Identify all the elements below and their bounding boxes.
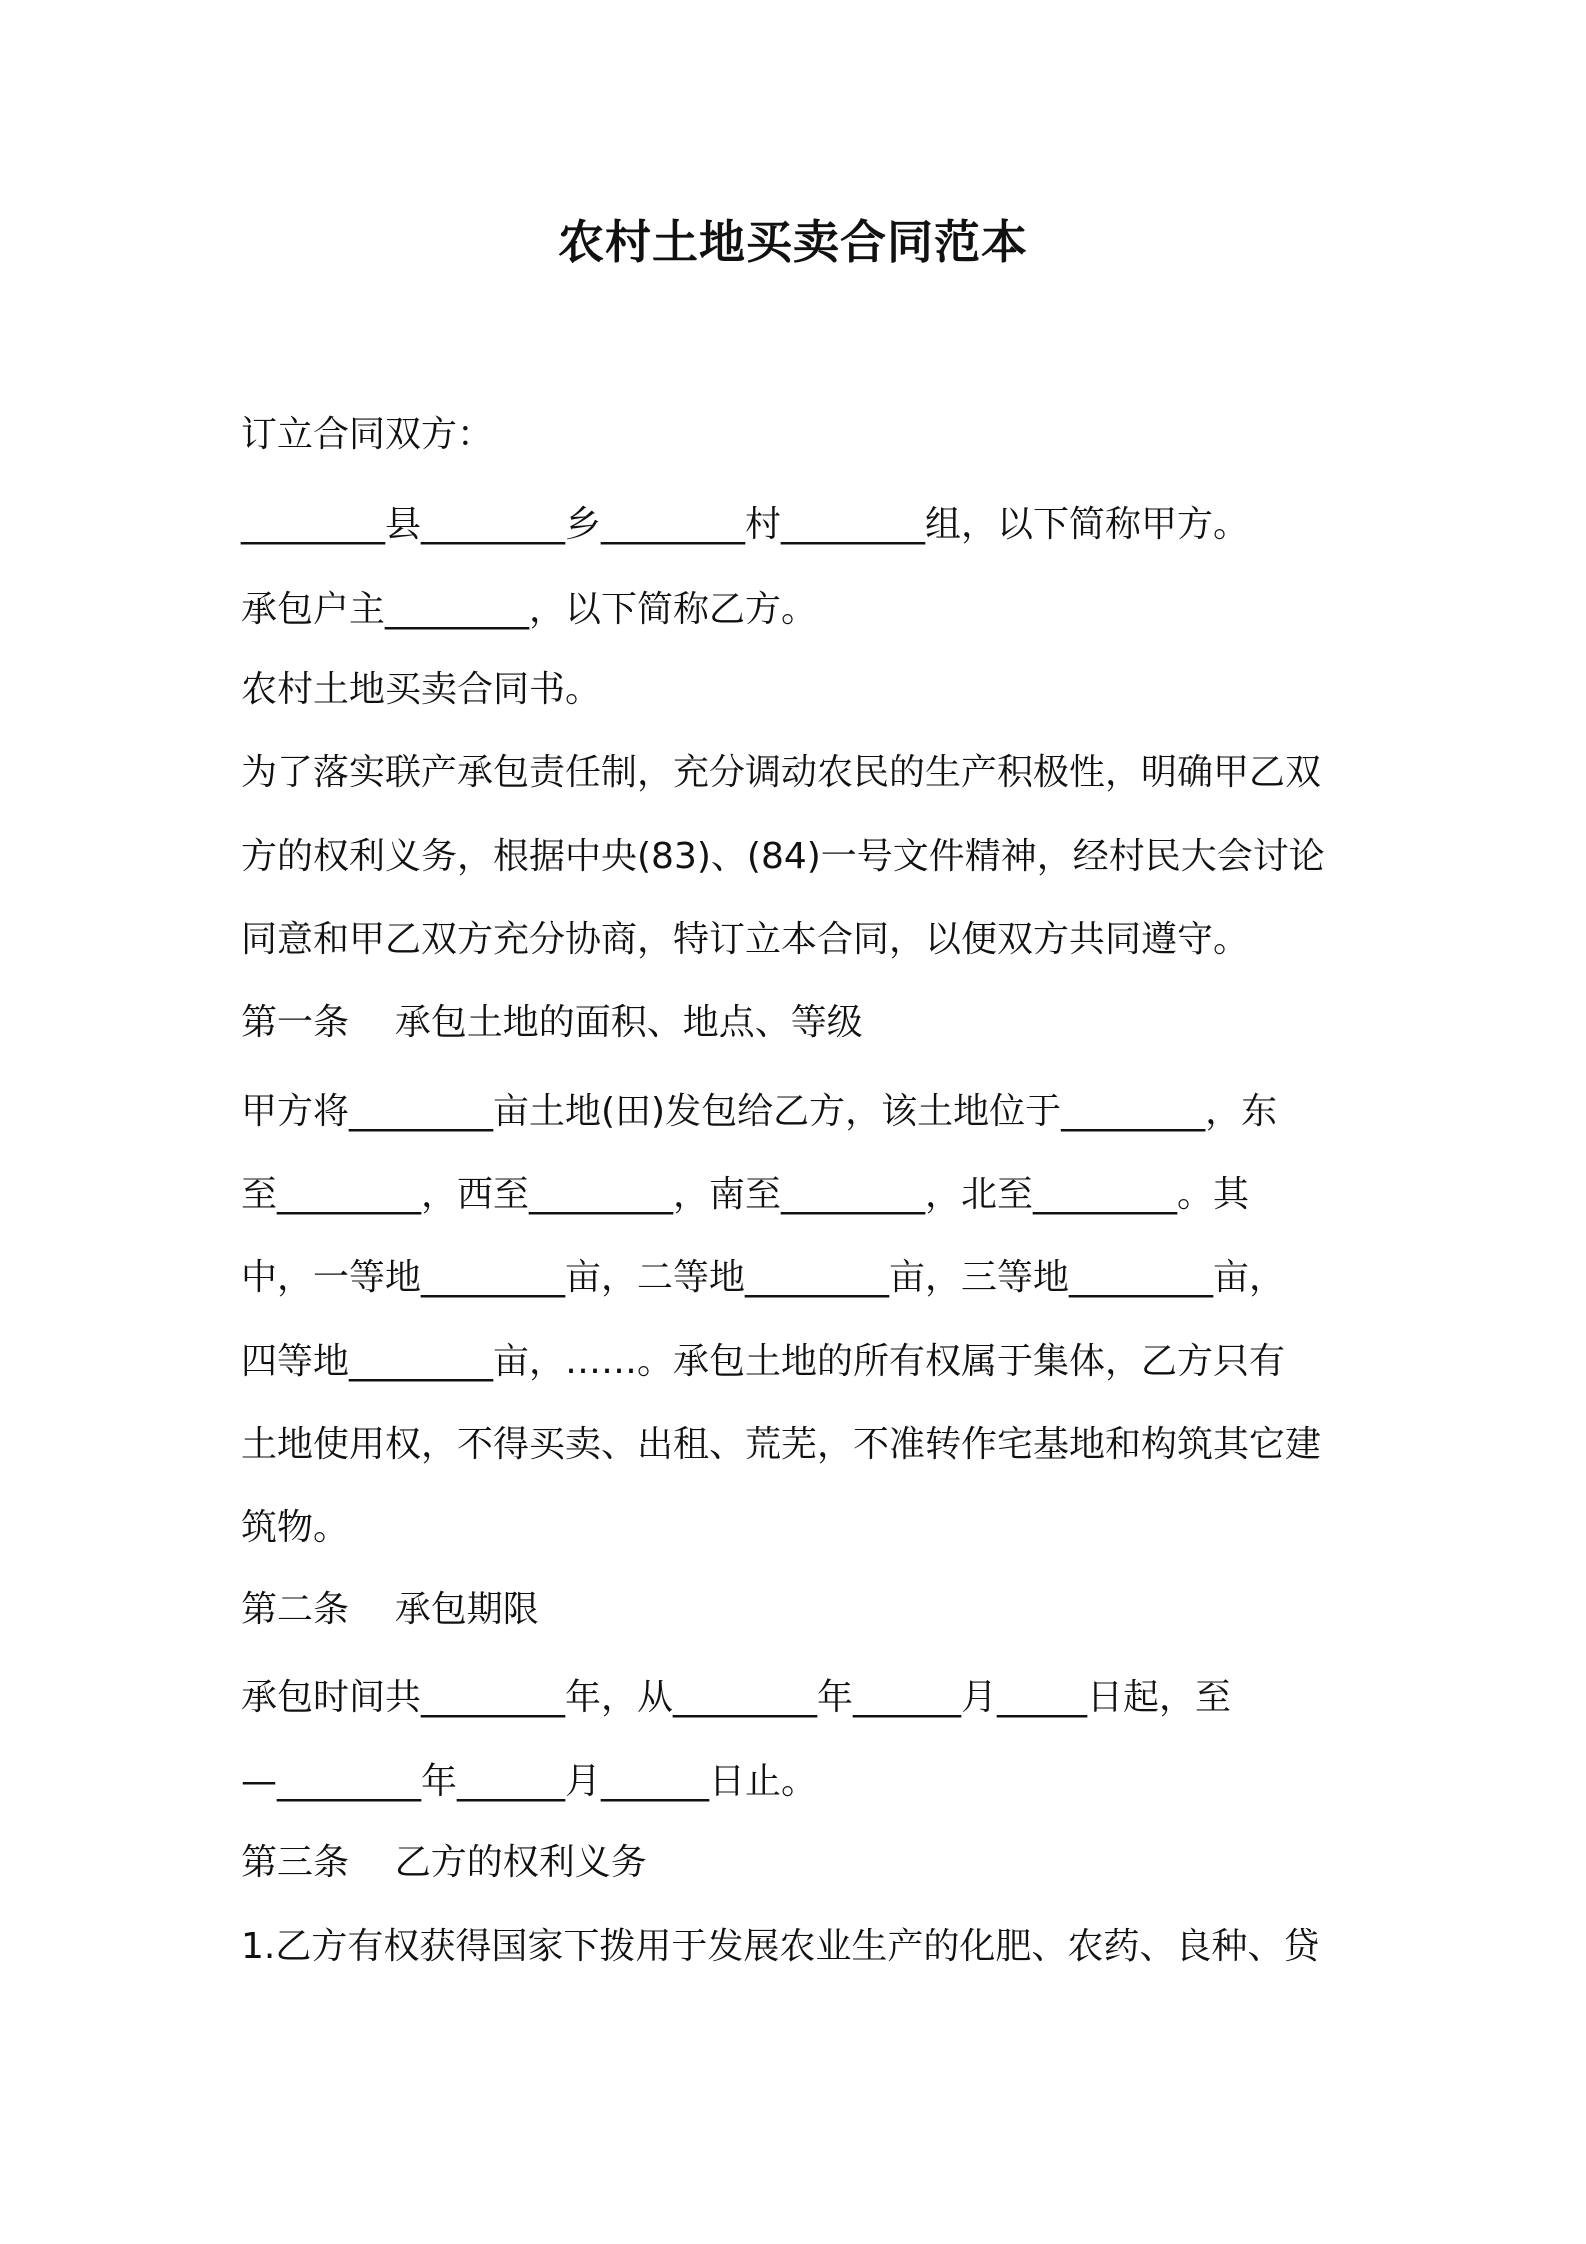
article-3-heading: 第三条 乙方的权利义务: [241, 1842, 647, 1883]
article-2-line-2: —________年______月______日止。: [241, 1761, 818, 1802]
article-1-heading: 第一条 承包土地的面积、地点、等级: [241, 1002, 863, 1043]
article-3-line-1: 1.乙方有权获得国家下拨用于发展农业生产的化肥、农药、良种、贷: [241, 1926, 1320, 1967]
article-1-line-2: 至________，西至________，南至________，北至________。其: [241, 1174, 1250, 1215]
article-1-line-5: 土地使用权，不得买卖、出租、荒芜，不准转作宅基地和构筑其它建: [241, 1424, 1322, 1465]
article-1-line-6: 筑物。: [241, 1507, 350, 1548]
party-a-line: ________县________乡________村________组，以下简称甲方。: [241, 504, 1250, 545]
article-2-line-1: 承包时间共________年，从________年______月_____日起，至: [241, 1677, 1232, 1718]
preamble-line-2: 方的权利义务，根据中央(83)、(84)一号文件精神，经村民大会讨论: [241, 836, 1325, 877]
document-title: 农村土地买卖合同范本: [558, 215, 1028, 269]
article-1-line-3: 中，一等地________亩，二等地________亩，三等地________亩，: [241, 1257, 1286, 1298]
parties-heading: 订立合同双方：: [241, 414, 494, 455]
contract-name-line: 农村土地买卖合同书。: [241, 669, 602, 710]
article-2-heading: 第二条 承包期限: [241, 1589, 539, 1630]
preamble-line-1: 为了落实联产承包责任制，充分调动农民的生产积极性，明确甲乙双: [241, 752, 1322, 793]
article-1-line-1: 甲方将________亩土地(田)发包给乙方，该土地位于________，东: [241, 1091, 1278, 1132]
party-b-line: 承包户主________，以下简称乙方。: [241, 589, 818, 630]
article-1-line-4: 四等地________亩，……。承包土地的所有权属于集体，乙方只有: [241, 1341, 1286, 1382]
preamble-line-3: 同意和甲乙双方充分协商，特订立本合同，以便双方共同遵守。: [241, 919, 1250, 960]
